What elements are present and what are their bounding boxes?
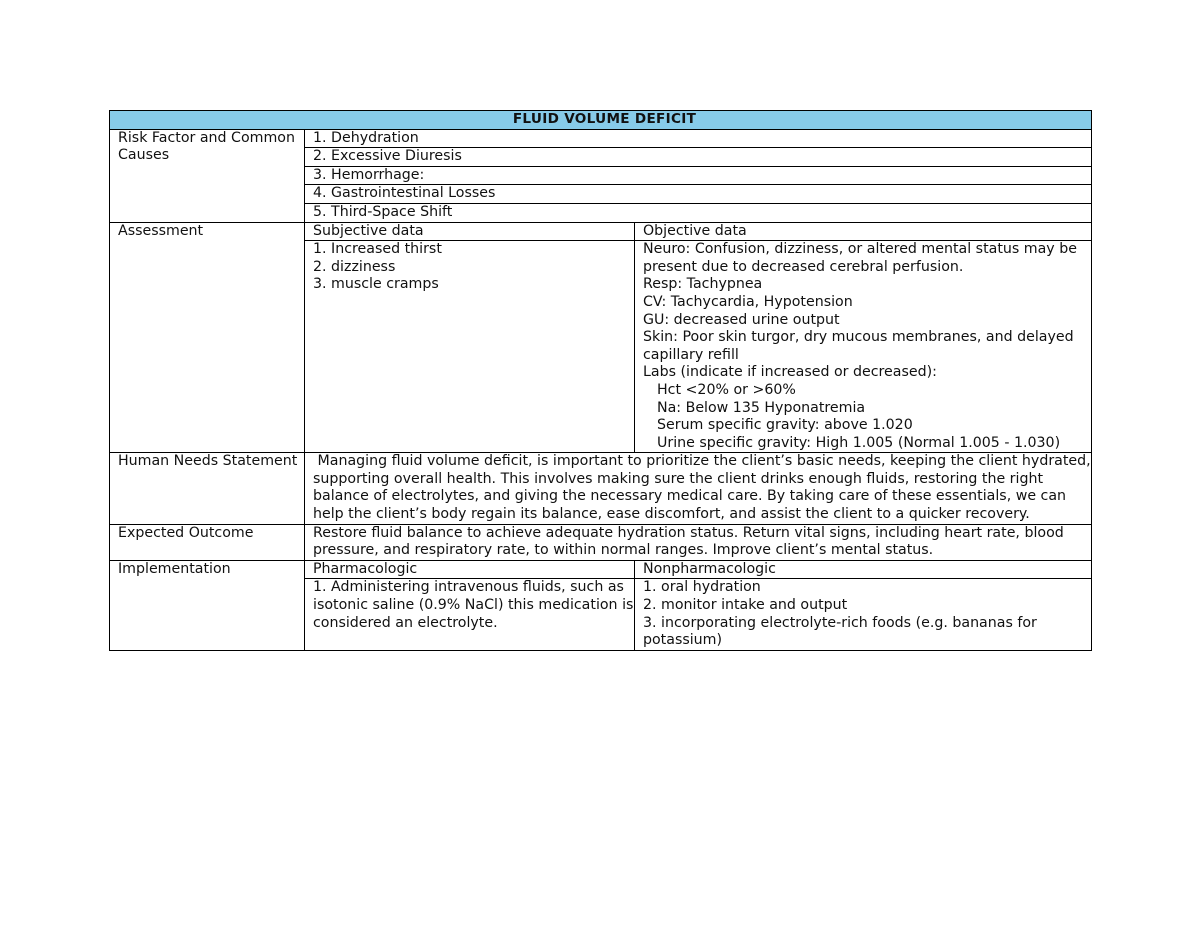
risk-item: 3. Hemorrhage:: [305, 166, 1092, 185]
expected-outcome-text: Restore fluid balance to achieve adequate hydration status. Return vital signs, including heart rate, blood pressure, and respiratory rate, to within normal ranges. Improve client’s mental status.: [305, 524, 1092, 560]
nonpharm-cell: [635, 579, 1092, 650]
title-row: [110, 111, 1092, 130]
risk-item: 2. Excessive Diuresis: [305, 148, 1092, 167]
human-needs-text: Managing fluid volume deficit, is important to prioritize the client’s basic needs, keeping the client hydrated, supporting overall health. This involves making sure the client drinks enough fluids, restoring the right balance of electrolytes, and giving the necessary medical care. By taking care of these essentials, we can help the client’s body regain its balance, ease discomfort, and assist the client to a quicker recovery.: [305, 453, 1092, 524]
objective-cv: CV: Tachycardia, Hypotension: [643, 293, 853, 310]
objective-header: Objective data: [635, 222, 1092, 241]
subjective-cell: [305, 241, 635, 453]
nonpharm-header: Nonpharmacologic: [635, 560, 1092, 579]
nonpharm-item: 1. oral hydration: [643, 579, 761, 596]
care-plan-table: [109, 110, 1096, 651]
assessment-label: Assessment: [110, 222, 305, 453]
lab-item: Urine specific gravity: High 1.005 (Normal 1.005 - 1.030): [657, 434, 1061, 451]
objective-resp: Resp: Tachypnea: [643, 276, 763, 293]
expected-outcome-row: [110, 524, 1092, 560]
risk-item: 4. Gastrointestinal Losses: [305, 185, 1092, 204]
assessment-header-row: [110, 222, 1092, 241]
objective-labs: Labs (indicate if increased or decreased):: [643, 364, 937, 381]
subjective-item: 2. dizziness: [313, 258, 396, 275]
objective-cell: [635, 241, 1092, 453]
lab-item: Serum specific gravity: above 1.020: [657, 417, 913, 434]
subjective-header: Subjective data: [305, 222, 635, 241]
pharm-text: 1. Administering intravenous fluids, such as isotonic saline (0.9% NaCl) this medication is considered an electrolyte.: [305, 579, 635, 650]
subjective-item: 3. muscle cramps: [313, 276, 439, 293]
risk-label-cell: [110, 129, 305, 222]
objective-skin: Skin: Poor skin turgor, dry mucous membranes, and delayed capillary refill: [643, 329, 1074, 363]
objective-gu: GU: decreased urine output: [643, 311, 840, 328]
objective-neuro: Neuro: Confusion, dizziness, or altered mental status may be present due to decreased cerebral perfusion.: [643, 241, 1077, 275]
implementation-header-row: [110, 560, 1092, 579]
table-title-cell: [110, 111, 1092, 130]
risk-item: 5. Third-Space Shift: [305, 203, 1092, 222]
human-needs-label: Human Needs Statement: [110, 453, 305, 524]
expected-outcome-label: Expected Outcome: [110, 524, 305, 560]
pharm-header: Pharmacologic: [305, 560, 635, 579]
human-needs-row: [110, 453, 1092, 524]
risk-row-1: [110, 129, 1092, 148]
subjective-item: 1. Increased thirst: [313, 241, 442, 258]
nonpharm-item: 3. incorporating electrolyte-rich foods (e.g. bananas for potassium): [643, 614, 1037, 649]
implementation-label: Implementation: [110, 560, 305, 650]
lab-item: Na: Below 135 Hyponatremia: [657, 399, 866, 416]
lab-item: Hct <20% or >60%: [657, 381, 796, 398]
risk-label: Risk Factor and Common Causes: [118, 129, 295, 164]
nonpharm-item: 2. monitor intake and output: [643, 597, 848, 614]
table-title: FLUID VOLUME DEFICIT: [512, 111, 697, 127]
risk-item: 1. Dehydration: [305, 129, 1092, 148]
